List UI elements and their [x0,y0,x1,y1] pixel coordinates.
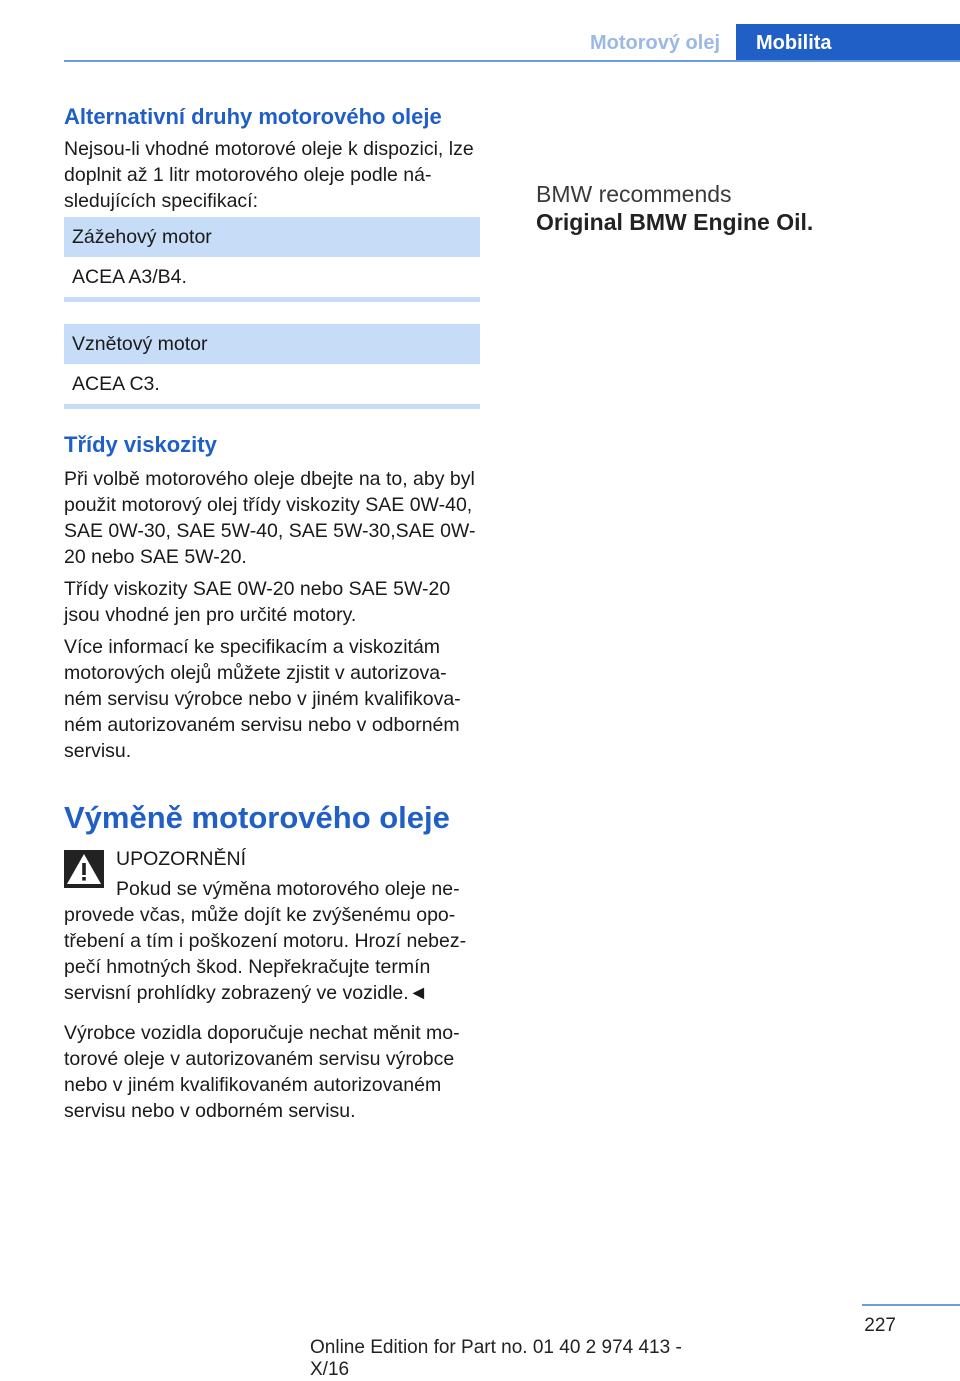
spec-table-head: Vznětový motor [64,324,480,364]
alt-oils-intro: Nejsou-li vhodné motorové oleje k dispozici, lze doplnit až 1 litr motorového oleje podle ná-sledujících specifikací: [64,138,474,212]
spec-table-petrol [64,217,480,302]
alt-oils-section [64,102,480,214]
footer-divider [862,1304,960,1306]
viscosity-section [64,430,480,764]
warning-body: Pokud se výměna motorového oleje ne-provede včas, může dojít ke zvýšenému opo-třebení a tím i poškození motoru. Hrozí nebez-pečí hmotných škod. Nepřekračujte termín servisní prohlídky zobrazený ve vozidle.◄ [64,878,467,1004]
warning-block [64,846,480,1006]
oil-change-heading: Výměně motorového oleje [64,800,450,835]
header-divider [64,60,960,62]
oil-change-paragraph: Výrobce vozidla doporučuje nechat měnit mo-torové oleje v autorizovaném servisu výrobce nebo v jiném kvalifikovaném autorizovaném servisu nebo v odborném servisu. [64,1022,460,1122]
warning-title: UPOZORNĚNÍ [116,848,247,870]
promo-line-1: BMW recommends [536,181,732,207]
viscosity-paragraph-2: Třídy viskozity SAE 0W-20 nebo SAE 5W-20 jsou vhodné jen pro určité motory. [64,578,451,626]
edition-note: Online Edition for Part no. 01 40 2 974 413 - X/16 [310,1337,682,1380]
tab-motor-oil[interactable]: Motorový olej [589,32,720,54]
warning-triangle-icon [64,850,104,888]
spec-table-value: ACEA C3. [72,373,160,395]
alt-oils-heading: Alternativní druhy motorového oleje [64,104,442,129]
tab-mobility[interactable]: Mobilita [736,24,960,62]
spec-table-rule [64,297,480,302]
page-number: 227 [864,1315,896,1336]
spec-table-value: ACEA A3/B4. [72,266,187,288]
spec-table-rule [64,404,480,409]
spec-table-head: Zážehový motor [64,217,480,257]
oil-change-section [64,798,480,1124]
promo-line-2: Original BMW Engine Oil. [536,209,814,235]
viscosity-heading: Třídy viskozity [64,432,217,457]
viscosity-paragraph-3: Více informací ke specifikacím a viskozitám motorových olejů můžete zjistit v autorizova-ném servisu výrobce nebo v jiném kvalifikova-ném autorizovaném servisu nebo v odborném servisu. [64,636,461,762]
spec-table-diesel [64,324,480,409]
promo-banner [536,180,896,236]
viscosity-paragraph-1: Při volbě motorového oleje dbejte na to, aby byl použit motorový olej třídy viskozity SAE 0W-40, SAE 0W-30, SAE 5W-40, SAE 5W-30,SAE 0W-20 nebo SAE 5W-20. [64,468,476,568]
